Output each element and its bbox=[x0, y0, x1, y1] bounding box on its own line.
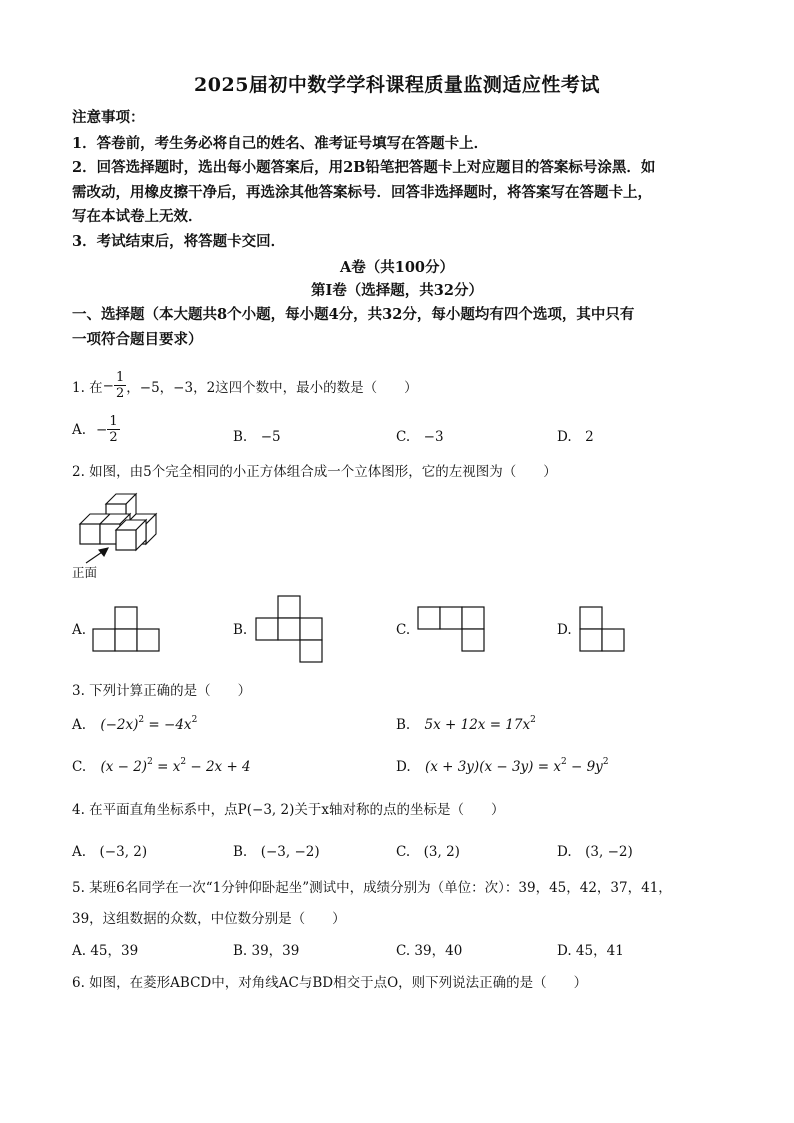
notice-item-1: 1．答卷前，考生务必将自己的姓名、准考证号填写在答题卡上． bbox=[72, 135, 489, 152]
q2-option-c-figure bbox=[418, 607, 484, 651]
notice-item-2-line-2: 需改动，用橡皮擦干净后，再选涂其他答案标号．回答非选择题时，将答案写在答题卡上， bbox=[72, 184, 652, 201]
q1-option-b[interactable]: B. −5 bbox=[233, 429, 281, 445]
q1-neg: − bbox=[102, 377, 114, 394]
q5-option-a[interactable]: A. 45，39 bbox=[72, 943, 139, 959]
notice-item-3: 3．考试结束后，将答题卡交回． bbox=[72, 233, 286, 250]
q2-option-b[interactable]: B. bbox=[233, 622, 248, 638]
section-1-line-2: 一项符合题目要求） bbox=[72, 331, 203, 348]
q4-option-a[interactable]: A. (−3, 2) bbox=[72, 844, 148, 860]
question-3-stem: 3. 下列计算正确的是（ ） bbox=[72, 683, 252, 699]
q1-fraction: $\frac{1}{2}$ bbox=[115, 370, 125, 401]
question-4-stem: 4. 在平面直角坐标系中，点P(−3, 2)关于x轴对称的点的坐标是（ ） bbox=[72, 802, 505, 818]
notice-item-2-line-3: 写在本试卷上无效． bbox=[72, 208, 203, 225]
q3-option-b[interactable]: B. $5x + 12x = 17x^2$ bbox=[396, 715, 536, 733]
q1-option-d[interactable]: D. 2 bbox=[557, 429, 594, 445]
question-5-stem-line-1: 5. 某班6名同学在一次“1分钟仰卧起坐”测试中，成绩分别为（单位：次）：39，45，42，37，41， bbox=[72, 880, 672, 896]
volume-1-heading: 第Ⅰ卷（选择题，共32分） bbox=[311, 282, 483, 299]
q3-option-d[interactable]: D. $(x + 3y)(x - 3y) = x^2 - 9y^2$ bbox=[396, 757, 609, 775]
q5-option-b[interactable]: B. 39，39 bbox=[233, 943, 300, 959]
q5-option-c[interactable]: C. 39，40 bbox=[396, 943, 463, 959]
q1-option-a[interactable]: A. − $\frac{1}{2}$ bbox=[72, 414, 118, 445]
q4-option-d[interactable]: D. (3, −2) bbox=[557, 844, 633, 860]
q1-prefix: 1. 在 bbox=[72, 379, 103, 396]
front-arrow-head bbox=[99, 548, 108, 556]
q2-option-d-figure bbox=[580, 607, 624, 651]
question-5-stem-line-2: 39，这组数据的众数，中位数分别是（ ） bbox=[72, 911, 346, 927]
q4-option-c[interactable]: C. (3, 2) bbox=[396, 844, 460, 860]
q2-option-d[interactable]: D. bbox=[557, 622, 572, 638]
q2-option-c[interactable]: C. bbox=[396, 622, 411, 638]
q2-option-a[interactable]: A. bbox=[72, 622, 87, 638]
notice-item-2-line-1: 2．回答选择题时，选出每小题答案后，用2B铅笔把答题卡上对应题目的答案标号涂黑．如 bbox=[72, 159, 656, 176]
notice-heading: 注意事项： bbox=[72, 109, 145, 126]
q2-option-b-figure bbox=[256, 596, 322, 662]
q3-option-c[interactable]: C. $(x - 2)^2 = x^2 - 2x + 4$ bbox=[72, 757, 251, 775]
q5-option-d[interactable]: D. 45，41 bbox=[557, 943, 624, 959]
section-1-line-1: 一、选择题（本大题共8个小题，每小题4分，共32分，每小题均有四个选项，其中只有 bbox=[72, 306, 635, 323]
front-label: 正面 bbox=[72, 565, 98, 580]
exam-title: 2025届初中数学学科课程质量监测适应性考试 bbox=[194, 74, 600, 96]
question-6-stem: 6. 如图，在菱形ABCD中，对角线AC与BD相交于点O，则下列说法正确的是（ ） bbox=[72, 975, 588, 991]
q1-rest: ，−5，−3，2这四个数中，最小的数是（ ） bbox=[126, 379, 418, 396]
question-2-stem: 2. 如图，由5个完全相同的小正方体组合成一个立体图形，它的左视图为（ ） bbox=[72, 464, 557, 480]
q3-option-a[interactable]: A. $(-2x)^2 = -4x^2$ bbox=[72, 715, 198, 733]
q2-option-a-figure bbox=[93, 607, 159, 651]
q4-option-b[interactable]: B. (−3, −2) bbox=[233, 844, 320, 860]
paper-a-heading: A卷（共100分） bbox=[339, 259, 455, 276]
q1-option-c[interactable]: C. −3 bbox=[396, 429, 444, 445]
